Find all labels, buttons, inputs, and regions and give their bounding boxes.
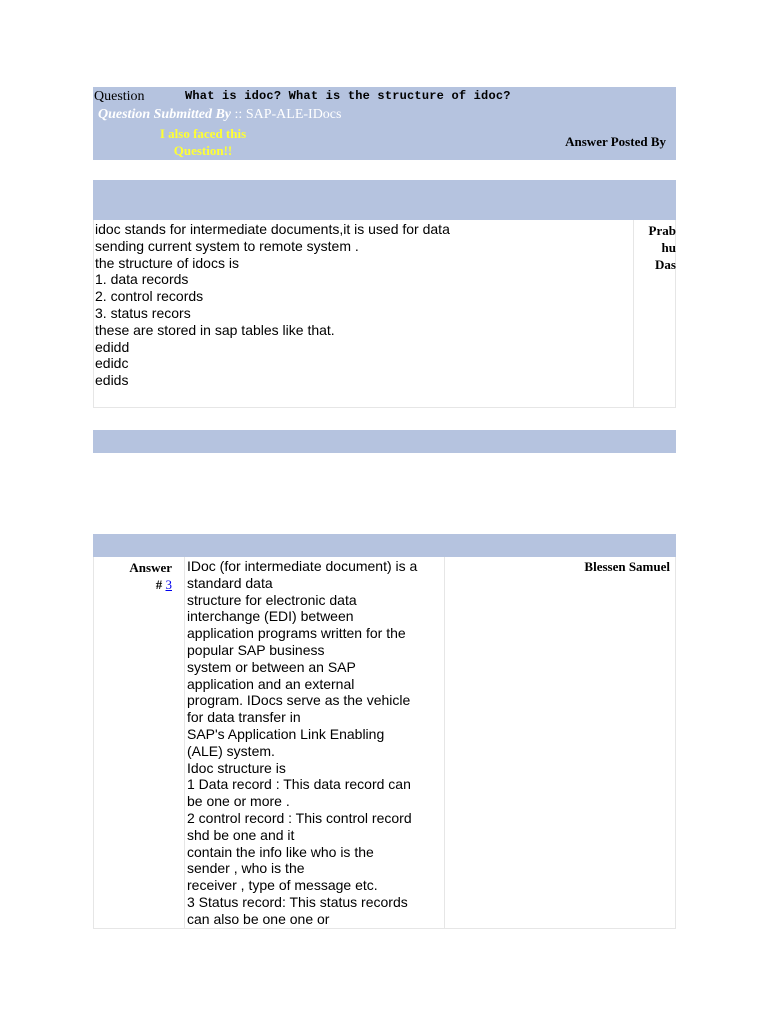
faced-question-button[interactable]: [133, 125, 273, 159]
answer-line: 3 Status record: This status records: [187, 893, 408, 910]
answer-1-text: [95, 221, 633, 389]
answer-line: sending current system to remote system .: [95, 237, 359, 254]
answer-3-row: [93, 557, 676, 929]
answer-line: 1. data records: [95, 271, 189, 288]
column-divider: [444, 557, 445, 928]
answer-3-label: [94, 559, 172, 593]
answer-line: edids: [95, 372, 129, 389]
answer-line: edidc: [95, 355, 129, 372]
faced-line-2: Question!!: [173, 143, 233, 158]
answer-line: application and an external: [187, 675, 355, 692]
answer-line: edidd: [95, 338, 130, 355]
author-line: hu: [661, 240, 676, 255]
question-label: Question: [94, 89, 145, 104]
answer-number-link[interactable]: 3: [165, 577, 172, 592]
column-divider: [633, 220, 634, 407]
answer-line: application programs written for the: [187, 625, 406, 642]
answer-line: can also be one one or: [187, 910, 330, 927]
separator-band: [93, 430, 676, 453]
answer-3-header-band: [93, 534, 676, 557]
answer-3-text: [187, 558, 443, 928]
answer-line: IDoc (for intermediate document) is a: [187, 558, 418, 574]
answer-line: sender , who is the: [187, 860, 305, 877]
answer-line: structure for electronic data: [187, 591, 357, 608]
answer-line: 1 Data record : This data record can: [187, 776, 411, 793]
author-line: Das: [655, 257, 676, 272]
answer-1-row: [93, 220, 676, 408]
answer-1-author: [636, 222, 676, 273]
answer-line: 2 control record : This control record: [187, 809, 412, 826]
submitted-separator: ::: [231, 107, 246, 122]
answer-line: SAP's Application Link Enabling: [187, 725, 385, 742]
question-header: [93, 87, 676, 160]
answer-3-author: Blessen Samuel: [584, 559, 670, 574]
answer-line: standard data: [187, 574, 273, 591]
author-line: Prab: [648, 223, 676, 238]
submitted-label: Question Submitted By: [98, 107, 232, 122]
answer-1-header-band: [93, 180, 676, 220]
answer-line: interchange (EDI) between: [187, 608, 354, 625]
faced-line-1: I also faced this: [159, 126, 247, 141]
question-text: What is idoc? What is the structure of idoc?: [185, 89, 511, 103]
answer-line: 2. control records: [95, 288, 204, 305]
answer-line: receiver , type of message etc.: [187, 877, 378, 894]
answer-line: popular SAP business: [187, 641, 325, 658]
answer-line: these are stored in sap tables like that.: [95, 321, 335, 338]
hash-symbol: #: [155, 577, 166, 592]
answer-line: 3. status recors: [95, 304, 191, 321]
answer-number-line: [94, 576, 172, 593]
question-submitted-by: [98, 107, 341, 123]
column-divider: [184, 557, 185, 928]
answer-posted-by-header: Answer Posted By: [565, 134, 666, 149]
answer-line: the structure of idocs is: [95, 254, 239, 271]
answer-line: for data transfer in: [187, 709, 301, 726]
answer-line: shd be one and it: [187, 826, 295, 843]
answer-line: (ALE) system.: [187, 742, 275, 759]
answer-line: be one or more .: [187, 793, 290, 810]
answer-line: contain the info like who is the: [187, 843, 374, 860]
answer-line: Idoc structure is: [187, 759, 286, 776]
answer-line: idoc stands for intermediate documents,it is used for data: [95, 221, 450, 237]
submitted-value: SAP-ALE-IDocs: [245, 107, 342, 122]
answer-word: Answer: [129, 560, 172, 575]
answer-line: system or between an SAP: [187, 658, 356, 675]
answer-line: program. IDocs serve as the vehicle: [187, 692, 411, 709]
